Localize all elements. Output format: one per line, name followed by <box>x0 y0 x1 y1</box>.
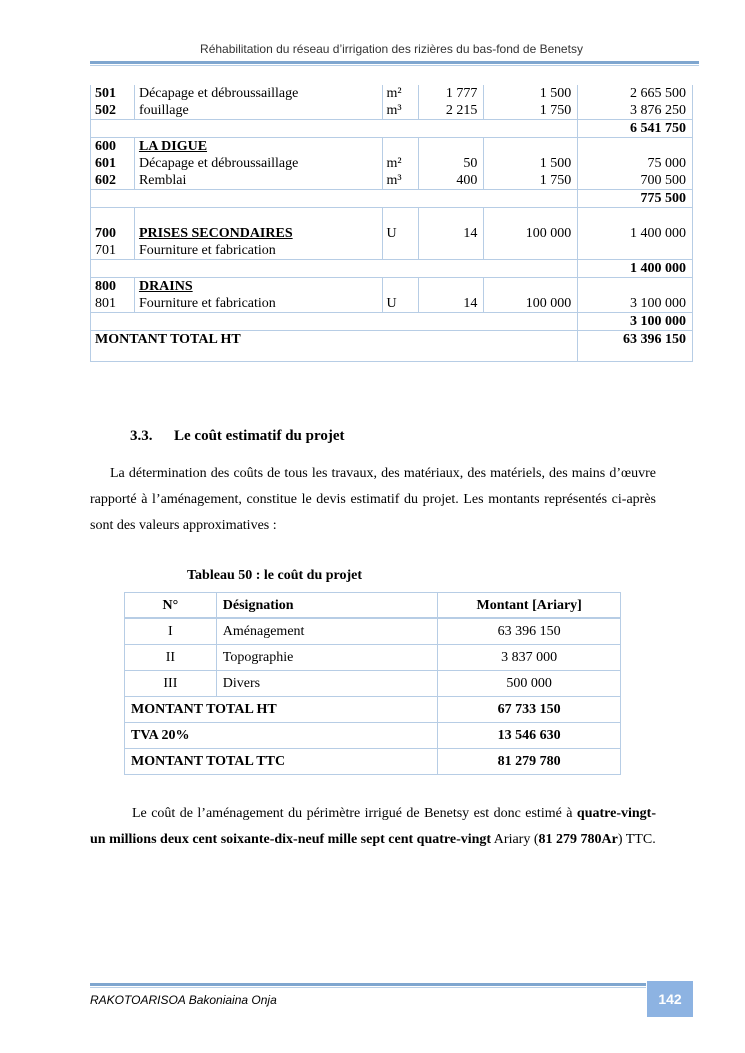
table-row <box>91 242 693 260</box>
row-designation: Divers <box>216 671 438 697</box>
item-unit-price: 1 750 <box>484 102 578 120</box>
item-id: 701 <box>91 242 135 260</box>
table-row <box>91 102 693 120</box>
subtotal-row <box>91 260 693 278</box>
total-row <box>125 697 621 723</box>
item-quantity: 14 <box>418 295 484 313</box>
table-row <box>91 85 693 102</box>
subtotal-value: 3 100 000 <box>578 313 693 331</box>
section-title: Le coût estimatif du projet <box>174 428 345 444</box>
item-id: 600 <box>91 138 135 156</box>
item-quantity: 50 <box>418 155 484 172</box>
section-number: 3.3. <box>130 428 153 444</box>
item-id: 602 <box>91 172 135 190</box>
total-row <box>125 749 621 775</box>
item-designation: Remblai <box>134 172 382 190</box>
total-label: MONTANT TOTAL TTC <box>125 749 438 775</box>
item-quantity: 400 <box>418 172 484 190</box>
item-amount: 1 400 000 <box>578 208 693 243</box>
column-header: N° <box>125 593 217 619</box>
item-id: 501 <box>91 85 135 102</box>
footer-rule <box>90 983 646 986</box>
total-label: TVA 20% <box>125 723 438 749</box>
item-unit-price: 1 750 <box>484 172 578 190</box>
table-row <box>91 155 693 172</box>
footer-author: RAKOTOARISOA Bakoniaina Onja <box>90 993 277 1007</box>
row-number: III <box>125 671 217 697</box>
table-row <box>125 671 621 697</box>
item-id: 502 <box>91 102 135 120</box>
subtotal-row <box>91 313 693 331</box>
subtotal-value: 775 500 <box>578 190 693 208</box>
amount-in-digits: 81 279 780Ar <box>538 832 618 847</box>
item-unit-price: 1 500 <box>484 155 578 172</box>
total-value: 67 733 150 <box>438 697 621 723</box>
item-unit-price: 100 000 <box>484 208 578 243</box>
section-title: PRISES SECONDAIRES <box>134 208 382 243</box>
item-id: 800 <box>91 278 135 296</box>
cost-table <box>124 592 621 775</box>
item-id: 801 <box>91 295 135 313</box>
item-designation: Décapage et débroussaillage <box>134 85 382 102</box>
item-unit-price: 1 500 <box>484 85 578 102</box>
column-header: Désignation <box>216 593 438 619</box>
item-unit: m² <box>382 85 418 102</box>
row-amount: 3 837 000 <box>438 645 621 671</box>
item-quantity: 2 215 <box>418 102 484 120</box>
item-designation: Fourniture et fabrication <box>134 295 382 313</box>
devis-table <box>90 85 693 362</box>
paragraph: La détermination des coûts de tous les travaux, des matériaux, des matériels, des mains d’œuvre rapporté à l’aménagement, constitue le devis estimatif du projet. Les montants représentés ci-après sont des valeurs approximatives : <box>90 466 656 533</box>
item-amount: 2 665 500 <box>578 85 693 102</box>
item-unit-price: 100 000 <box>484 295 578 313</box>
item-amount: 3 876 250 <box>578 102 693 120</box>
subtotal-row <box>91 120 693 138</box>
section-row <box>91 208 693 243</box>
item-unit: m³ <box>382 102 418 120</box>
running-header: Réhabilitation du réseau d’irrigation des rizières du bas-fond de Benetsy <box>200 42 583 56</box>
subtotal-value: 1 400 000 <box>578 260 693 278</box>
total-label: MONTANT TOTAL HT <box>125 697 438 723</box>
section-row <box>91 138 693 156</box>
row-number: I <box>125 618 217 645</box>
total-value: 13 546 630 <box>438 723 621 749</box>
item-designation: fouillage <box>134 102 382 120</box>
section-title: LA DIGUE <box>134 138 382 156</box>
item-unit: U <box>382 295 418 313</box>
subtotal-value: 6 541 750 <box>578 120 693 138</box>
total-value: 81 279 780 <box>438 749 621 775</box>
table-header-row <box>125 593 621 619</box>
total-row <box>125 723 621 749</box>
row-designation: Topographie <box>216 645 438 671</box>
header-rule-thin <box>90 65 699 66</box>
item-id: 700 <box>91 208 135 243</box>
item-unit: m³ <box>382 172 418 190</box>
table-row <box>125 645 621 671</box>
item-amount: 75 000 <box>578 155 693 172</box>
table-row <box>125 618 621 645</box>
item-id: 601 <box>91 155 135 172</box>
subtotal-row <box>91 190 693 208</box>
table-caption: Tableau 50 : le coût du projet <box>187 568 363 583</box>
total-value: 63 396 150 <box>578 331 693 362</box>
item-designation: Décapage et débroussaillage <box>134 155 382 172</box>
conclusion-paragraph: Le coût de l’aménagement du périmètre irrigué de Benetsy est donc estimé à quatre-vingt-un millions deux cent soixante-dix-neuf mille sept cent quatre-vingt Ariary (81 279 780Ar) TTC. <box>90 806 656 847</box>
section-title: DRAINS <box>134 278 382 296</box>
total-label: MONTANT TOTAL HT <box>91 331 578 362</box>
column-header: Montant [Ariary] <box>438 593 621 619</box>
item-unit: m² <box>382 155 418 172</box>
page-number: 142 <box>647 981 693 1017</box>
total-row <box>91 331 693 362</box>
item-amount: 3 100 000 <box>578 295 693 313</box>
footer-rule-thin <box>90 987 646 988</box>
table-row <box>91 172 693 190</box>
section-heading <box>130 428 345 445</box>
amount-in-words: quatre-vingt-un millions deux cent soixante-dix-neuf mille sept cent quatre-vingt <box>90 806 656 847</box>
row-designation: Aménagement <box>216 618 438 645</box>
row-number: II <box>125 645 217 671</box>
item-unit: U <box>382 208 418 243</box>
row-amount: 63 396 150 <box>438 618 621 645</box>
table-row <box>91 295 693 313</box>
row-amount: 500 000 <box>438 671 621 697</box>
section-row <box>91 278 693 296</box>
header-rule <box>90 61 699 64</box>
item-designation: Fourniture et fabrication <box>134 242 382 260</box>
item-amount: 700 500 <box>578 172 693 190</box>
item-quantity: 14 <box>418 208 484 243</box>
item-quantity: 1 777 <box>418 85 484 102</box>
